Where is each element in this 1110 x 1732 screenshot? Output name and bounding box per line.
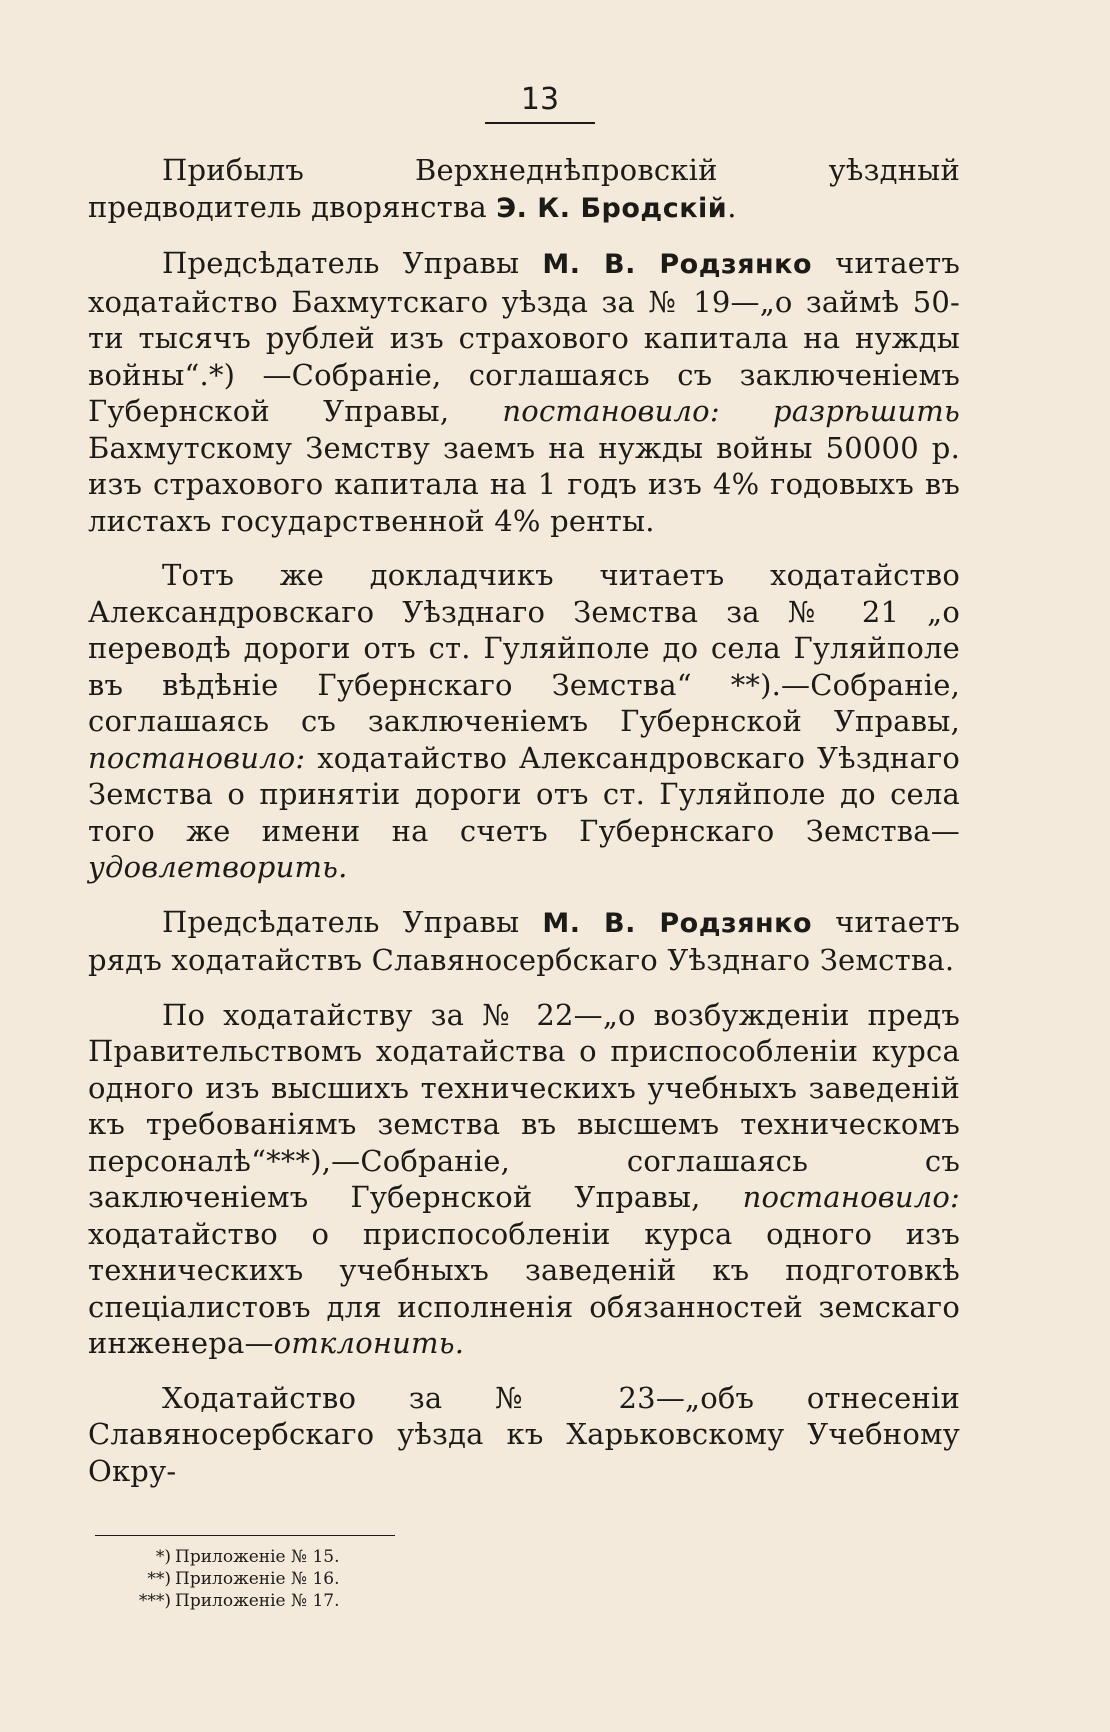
paragraph <box>88 904 960 979</box>
paragraph <box>88 997 960 1362</box>
paragraph <box>88 557 960 886</box>
footnote-text: Приложеніе № 16. <box>175 1569 340 1589</box>
resolution-text: постановило: <box>742 1180 960 1214</box>
footnote-text: Приложеніе № 15. <box>175 1547 340 1567</box>
page-number: 13 <box>485 80 595 124</box>
resolution-text: постановило: разрѣшить <box>502 394 960 428</box>
text-run: Бахмутскому Земству заемъ на нужды войны 50000 р. изъ страхового капитала на 1 годъ изъ 4% годовыхъ въ листахъ государственной 4% ренты. <box>88 430 960 538</box>
text-run: Ходатайство за № 23—„объ отнесеніи Славяносербскаго уѣзда къ Харьковскому Учебному Окру- <box>88 1380 960 1488</box>
text-run: . <box>727 189 737 224</box>
text-run: Прибылъ Верхнеднѣпровскій уѣздный предводитель дворянства <box>88 153 960 224</box>
person-name: М. В. Родзянко <box>542 249 813 280</box>
text-run: Предсѣдатель Управы <box>162 246 543 280</box>
text-run: Тотъ же докладчикъ читаетъ ходатайство Александровскаго Уѣзднаго Земства за № 21 „о переводѣ дороги отъ ст. Гуляйполе до села Гуляйполе въ вѣдѣніе Губернскаго Земства“ **).—Собраніе, соглашаясь съ заключеніемъ Губернской Управы, <box>88 558 960 738</box>
text-run: По ходатайству за № 22—„о возбужденіи предъ Правительствомъ ходатайства о приспособленіи курса одного изъ высшихъ техническихъ учебныхъ заведеній къ требованіямъ земства въ высшемъ техническомъ персоналѣ“***),—Собраніе, соглашаясь съ заключеніемъ Губернской Управы, <box>88 997 960 1214</box>
footnote-mark: *) <box>155 1547 171 1567</box>
person-name: М. В. Родзянко <box>542 907 813 939</box>
footnote-mark: **) <box>147 1569 171 1589</box>
body-text <box>88 152 960 1507</box>
footnote-mark: ***) <box>138 1591 171 1611</box>
paragraph <box>88 1380 960 1490</box>
resolution-text: отклонить. <box>273 1326 465 1360</box>
resolution-text: постановило: <box>88 740 306 775</box>
footnote <box>95 1568 395 1590</box>
text-run: ходатайство Александровскаго Уѣзднаго Земства о принятіи дороги отъ ст. Гуляйполе до села того же имени на счетъ Губернскаго Земства— <box>88 740 960 848</box>
text-run: ходатайство о приспособленіи курса одного изъ техническихъ учебныхъ заведеній къ подготовкѣ спеціалистовъ для исполненія обязанностей земскаго инженера— <box>88 1216 960 1360</box>
footnote <box>95 1590 395 1612</box>
resolution-text: удовлетворить. <box>88 850 348 884</box>
paragraph <box>88 245 960 539</box>
text-run: Предсѣдатель Управы <box>162 904 543 939</box>
footnotes <box>95 1535 395 1612</box>
footnote-text: Приложеніе № 17. <box>175 1591 340 1611</box>
footnote <box>95 1546 395 1568</box>
paragraph <box>88 152 960 227</box>
text-run: читаетъ ходатайство Бахмутскаго уѣзда за № 19—„о займѣ 50-ти тысячъ рублей изъ страхового капитала на нужды войны“.*) —Собраніе, соглашаясь съ заключеніемъ Губернской Управы, <box>88 246 960 428</box>
text-run: читаетъ рядъ ходатайствъ Славяносербскаго Уѣзднаго Земства. <box>88 904 960 977</box>
person-name: Э. К. Бродскій <box>496 192 728 224</box>
